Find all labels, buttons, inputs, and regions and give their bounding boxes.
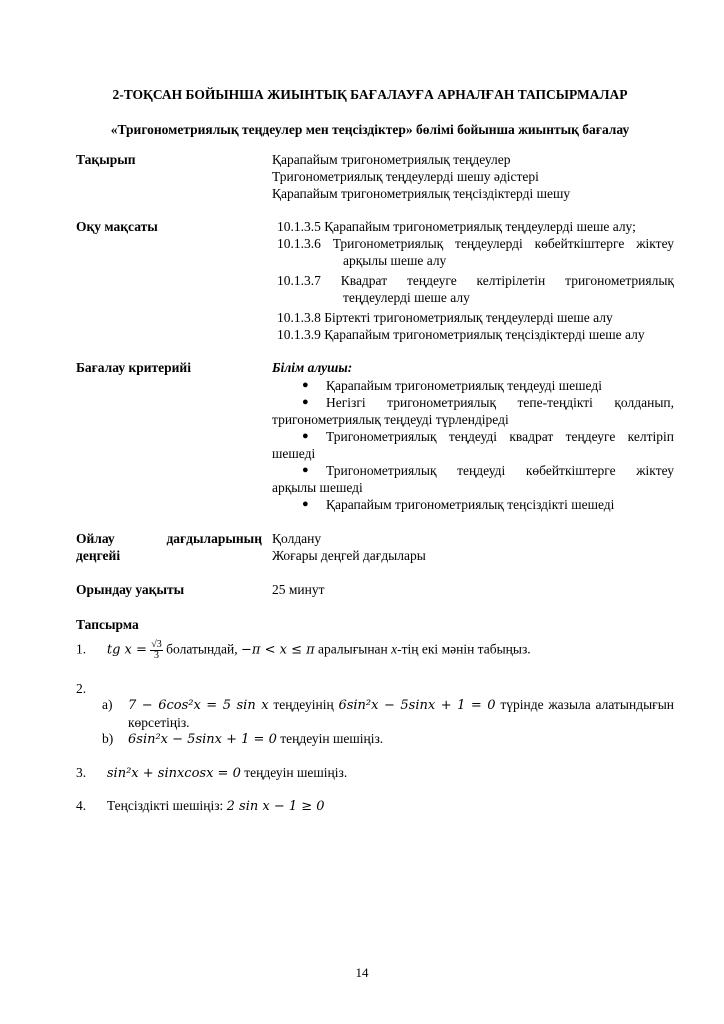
topic-line: Қарапайым тригонометриялық теңдеулер xyxy=(272,152,511,167)
sqrt3-over-3-fraction: $\frac{√3}{3}$ xyxy=(151,639,162,661)
objective-item: 10.1.3.8 Біртекті тригонометриялық теңдеулерді шеше алу xyxy=(277,310,613,325)
criteria-item: ● Тригонометриялық теңдеуді квадрат теңдеуге келтіріп шешеді xyxy=(272,429,674,461)
criteria-item: ● Қарапайым тригонометриялық теңдеуді шешеді xyxy=(302,378,602,393)
bullet-icon: ● xyxy=(302,379,309,391)
objective-item: 10.1.3.7 Квадрат теңдеуге келтірілетін тригонометриялық xyxy=(277,273,674,288)
thinking-label-line2: деңгейі xyxy=(76,548,121,563)
objective-item-cont: арқылы шеше алу xyxy=(343,253,447,268)
bullet-icon: ● xyxy=(302,430,309,442)
objectives-list xyxy=(277,218,674,343)
page-title: 2-ТОҚСАН БОЙЫНША ЖИЫНТЫҚ БАҒАЛАУҒА АРНАЛҒАН ТАПСЫРМАЛАР xyxy=(112,87,628,102)
objectives-label: Оқу мақсаты xyxy=(76,219,158,234)
objective-item: 10.1.3.5 Қарапайым тригонометриялық теңдеулерді шеше алу; xyxy=(277,219,636,234)
task-2-number: 2. xyxy=(76,681,87,696)
bullet-icon: ● xyxy=(302,396,309,408)
topic-label: Тақырып xyxy=(76,152,136,167)
topic-value xyxy=(272,151,674,202)
tasks-heading: Тапсырма xyxy=(76,617,139,632)
criteria-item: ● Тригонометриялық теңдеуді көбейткіштерге жіктеу арқылы шешеді xyxy=(272,463,674,495)
task-2b: b) 6sin²x − 5sinx + 1 = 0 теңдеуін шешіңіз. xyxy=(102,731,384,747)
task-2a: a) 7 − 6cos²x = 5 sin x теңдеуінің 6sin²x − 5sinx + 1 = 0 түрінде жазыла алатындығын көрсетіңіз. xyxy=(102,697,674,730)
bullet-icon: ● xyxy=(302,464,309,476)
duration-value: 25 минут xyxy=(272,582,325,597)
objective-item: 10.1.3.9 Қарапайым тригонометриялық теңсіздіктерді шеше алу xyxy=(277,327,645,342)
task-1: 1. tg x = $\frac{√3}{3}$ болатындай, −π < x ≤ π аралығынан x-тің екі мәнін табыңыз. xyxy=(76,639,531,661)
topic-line: Қарапайым тригонометриялық теңсіздіктерді шешу xyxy=(272,186,571,201)
topic-line: Тригонометриялық теңдеулерді шешу әдістері xyxy=(272,169,539,184)
task-3: 3. sin²x + sinxcosx = 0 теңдеуін шешіңіз. xyxy=(76,765,348,781)
criteria-item: ● Негізгі тригонометриялық тепе-теңдікті қолданып, тригонометриялық теңдеуді түрлендіреді xyxy=(272,395,674,427)
criteria-label: Бағалау критерийі xyxy=(76,360,191,375)
criteria-list xyxy=(272,377,674,513)
objective-item: 10.1.3.6 Тригонометриялық теңдеулерді көбейткіштерге жіктеу xyxy=(277,236,674,251)
section-subtitle: «Тригонометриялық теңдеулер мен теңсіздіктер» бөлімі бойынша жиынтық бағалау xyxy=(110,122,630,137)
criteria-item: ● Қарапайым тригонометриялық теңсіздікті шешеді xyxy=(302,497,615,512)
criteria-intro: Білім алушы: xyxy=(272,360,353,375)
objective-item-cont: теңдеулерді шеше алу xyxy=(343,290,470,305)
thinking-value: Қолдану Жоғары деңгей дағдылары xyxy=(272,531,426,563)
thinking-label: Ойлау дағдыларының xyxy=(76,531,262,546)
duration-label: Орындау уақыты xyxy=(76,582,185,597)
task-4: 4. Теңсіздікті шешіңіз: 2 sin x − 1 ≥ 0 xyxy=(76,798,325,814)
bullet-icon: ● xyxy=(302,498,309,510)
page-number: 14 xyxy=(355,965,369,980)
